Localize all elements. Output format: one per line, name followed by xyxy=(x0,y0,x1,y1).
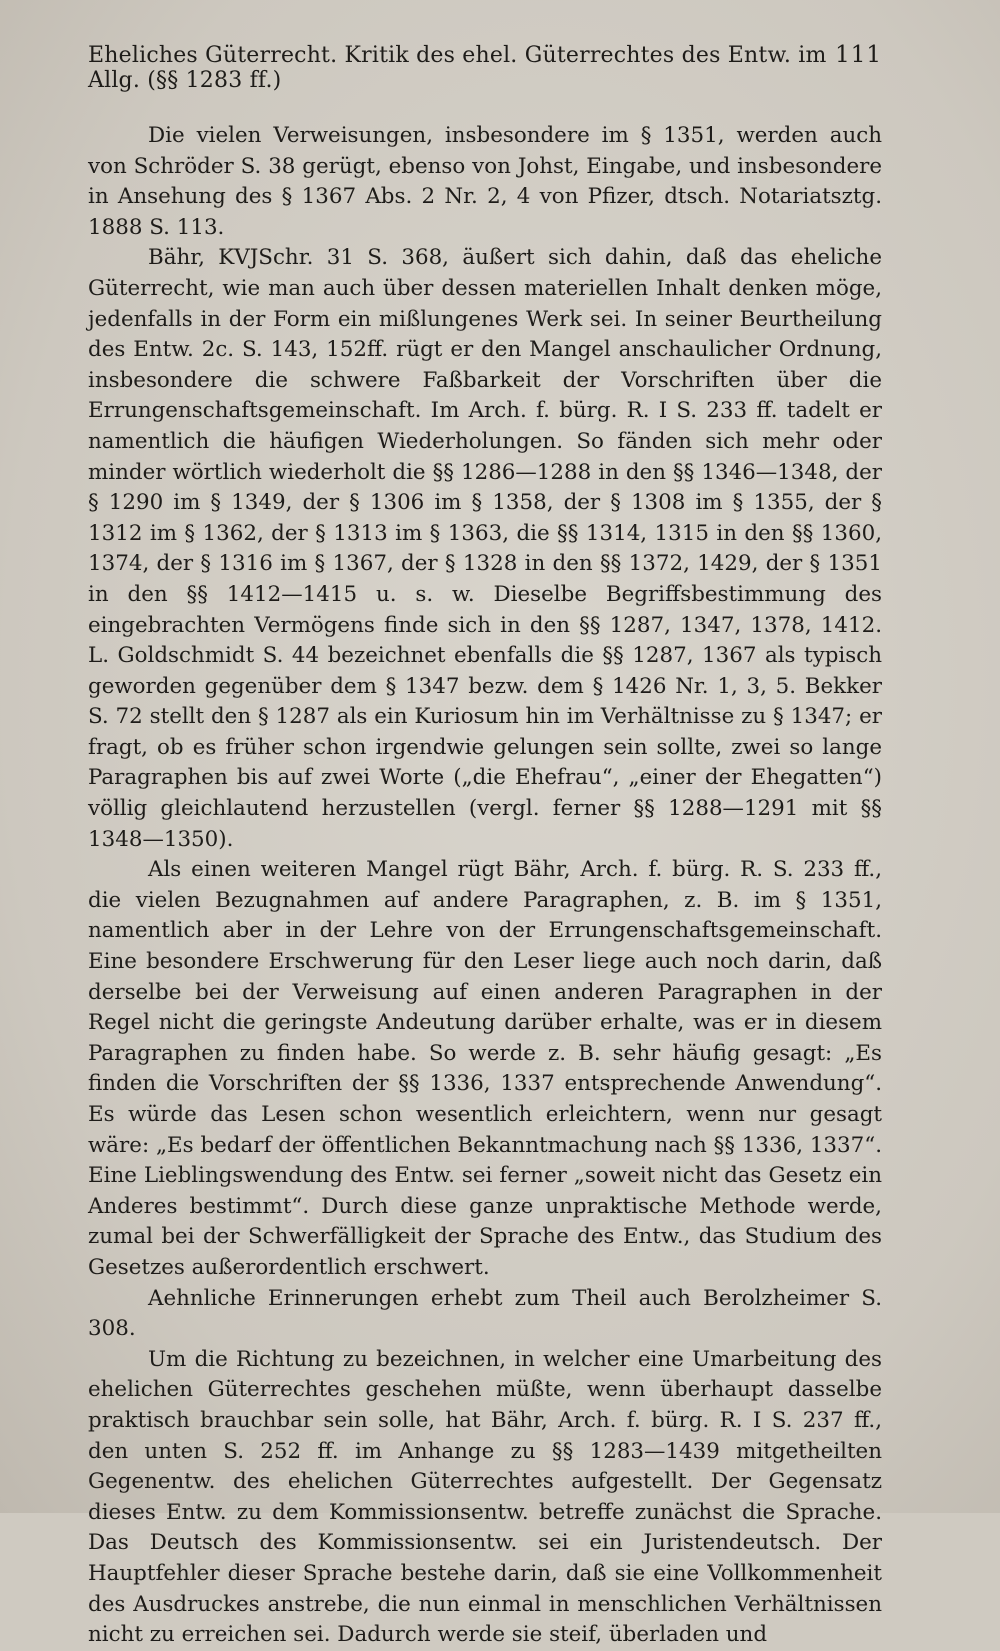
running-title: Eheliches Güterrecht. Kritik des ehel. Güterrechtes des Entw. im Allg. (§§ 1283 ff.) xyxy=(88,43,827,93)
body-text xyxy=(88,121,882,1651)
running-header xyxy=(88,42,882,93)
paragraph: Als einen weiteren Mangel rügt Bähr, Arch. f. bürg. R. S. 233 ff., die vielen Bezugnahmen auf andere Paragraphen, z. B. im § 1351, namentlich aber in der Lehre von der Errungenschaftsgemeinschaft. Eine besondere Erschwerung für den Leser liege auch noch darin, daß derselbe bei der Verweisung auf einen anderen Paragraphen in der Regel nicht die geringste Andeutung darüber erhalte, was er in diesem Paragraphen zu finden habe. So werde z. B. sehr häufig gesagt: „Es finden die Vorschriften der §§ 1336, 1337 entsprechende Anwendung“. Es würde das Lesen schon wesentlich erleichtern, wenn nur gesagt wäre: „Es bedarf der öffentlichen Bekanntmachung nach §§ 1336, 1337“. Eine Lieblingswendung des Entw. sei ferner „soweit nicht das Gesetz ein Anderes bestimmt“. Durch diese ganze unpraktische Methode werde, zumal bei der Schwerfälligkeit der Sprache des Entw., das Studium des Gesetzes außerordentlich erschwert. xyxy=(88,857,882,1280)
paragraph: Um die Richtung zu bezeichnen, in welcher eine Umarbeitung des ehelichen Güterrechtes geschehen müßte, wenn überhaupt dasselbe praktisch brauchbar sein solle, hat Bähr, Arch. f. bürg. R. I S. 237 ff., den unten S. 252 ff. im Anhange zu §§ 1283—1439 mitgetheilten Gegenentw. des ehelichen Güterrechtes aufgestellt. Der Gegensatz dieses Entw. zu dem Kommissionsentw. betreffe zunächst die Sprache. Das Deutsch des Kommissionsentw. sei ein Juristendeutsch. Der Hauptfehler dieser Sprache bestehe darin, daß sie eine Vollkommenheit des Ausdruckes anstrebe, die nun einmal in menschlichen Verhältnissen nicht zu erreichen sei. Dadurch werde sie steif, überladen und xyxy=(88,1346,882,1648)
paragraph: Aehnliche Erinnerungen erhebt zum Theil auch Berolzheimer S. 308. xyxy=(88,1285,882,1342)
paragraph: Bähr, KVJSchr. 31 S. 368, äußert sich dahin, daß das eheliche Güterrecht, wie man auch über dessen materiellen Inhalt denken möge, jedenfalls in der Form ein mißlungenes Werk sei. In seiner Beurtheilung des Entw. 2c. S. 143, 152ff. rügt er den Mangel anschaulicher Ordnung, insbesondere die schwere Faßbarkeit der Vorschriften über die Errungenschaftsgemeinschaft. Im Arch. f. bürg. R. I S. 233 ff. tadelt er namentlich die häufigen Wiederholungen. So fänden sich mehr oder minder wörtlich wiederholt die §§ 1286—1288 in den §§ 1346—1348, der § 1290 im § 1349, der § 1306 im § 1358, der § 1308 im § 1355, der § 1312 im § 1362, der § 1313 im § 1363, die §§ 1314, 1315 in den §§ 1360, 1374, der § 1316 im § 1367, der § 1328 in den §§ 1372, 1429, der § 1351 in den §§ 1412—1415 u. s. w. Dieselbe Begriffsbestimmung des eingebrachten Vermögens finde sich in den §§ 1287, 1347, 1378, 1412. L. Goldschmidt S. 44 bezeichnet ebenfalls die §§ 1287, 1367 als typisch geworden gegenüber dem § 1347 bezw. dem § 1426 Nr. 1, 3, 5. Bekker S. 72 stellt den § 1287 als ein Kuriosum hin im Verhältnisse zu § 1347; er fragt, ob es früher schon irgendwie gelungen sein sollte, zwei so lange Paragraphen bis auf zwei Worte („die Ehefrau“, „einer der Ehegatten“) völlig gleichlautend herzustellen (vergl. ferner §§ 1288—1291 mit §§ 1348—1350). xyxy=(88,245,882,852)
paragraph: Die vielen Verweisungen, insbesondere im § 1351, werden auch von Schröder S. 38 gerügt, ebenso von Johst, Eingabe, und insbesondere in Ansehung des § 1367 Abs. 2 Nr. 2, 4 von Pfizer, dtsch. Notariatsztg. 1888 S. 113. xyxy=(88,123,882,240)
page-number: 111 xyxy=(835,42,882,68)
